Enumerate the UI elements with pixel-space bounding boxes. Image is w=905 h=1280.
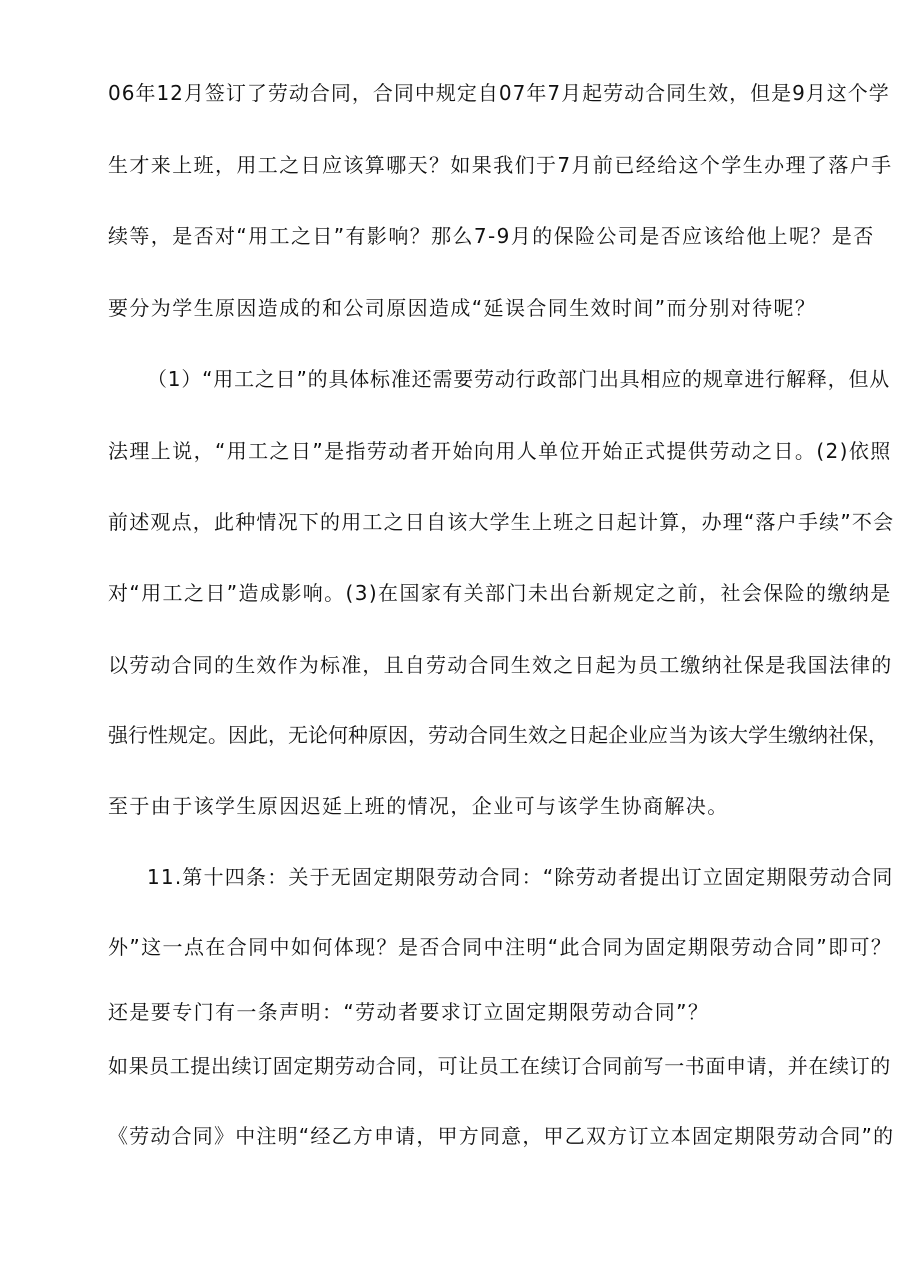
text-line: 续等，是否对“用工之日”有影响？那么7-9月的保险公司是否应该给他上呢？是否 xyxy=(108,224,875,248)
text-line: 以劳动合同的生效作为标准，且自劳动合同生效之日起为员工缴纳社保是我国法律的 xyxy=(108,653,893,677)
text-line: 至于由于该学生原因迟延上班的情况，企业可与该学生协商解决。 xyxy=(108,794,729,818)
text-line: 对“用工之日”造成影响。(3)在国家有关部门未出台新规定之前，社会保险的缴纳是 xyxy=(108,581,892,605)
text-line: 法理上说，“用工之日”是指劳动者开始向用人单位开始正式提供劳动之日。(2)依照 xyxy=(108,439,892,463)
text-line: 如果员工提出续订固定期劳动合同，可让员工在续订合同前写一书面申请，并在续订的 xyxy=(108,1054,891,1078)
text-line: 还是要专门有一条声明：“劳动者要求订立固定期限劳动合同”？ xyxy=(108,1000,710,1024)
text-line: 前述观点，此种情况下的用工之日自该大学生上班之日起计算，办理“落户手续”不会 xyxy=(108,510,895,534)
text-line: 11.第十四条：关于无固定期限劳动合同：“除劳动者提出订立固定期限劳动合同 xyxy=(147,865,894,889)
text-line: 06年12月签订了劳动合同，合同中规定自07年7月起劳动合同生效，但是9月这个学 xyxy=(108,81,890,105)
text-line: （1）“用工之日”的具体标准还需要劳动行政部门出具相应的规章进行解释，但从 xyxy=(147,367,891,391)
text-line: 强行性规定。因此，无论何种原因，劳动合同生效之日起企业应当为该大学生缴纳社保， xyxy=(108,723,888,747)
text-line: 生才来上班，用工之日应该算哪天？如果我们于7月前已经给这个学生办理了落户手 xyxy=(108,153,893,177)
text-line: 外”这一点在合同中如何体现？是否合同中注明“此合同为固定期限劳动合同”即可？ xyxy=(108,935,893,959)
text-line: 《劳动合同》中注明“经乙方申请，甲方同意，甲乙双方订立本固定期限劳动合同”的 xyxy=(108,1124,895,1148)
text-line: 要分为学生原因造成的和公司原因造成“延误合同生效时间”而分别对待呢？ xyxy=(108,296,817,320)
